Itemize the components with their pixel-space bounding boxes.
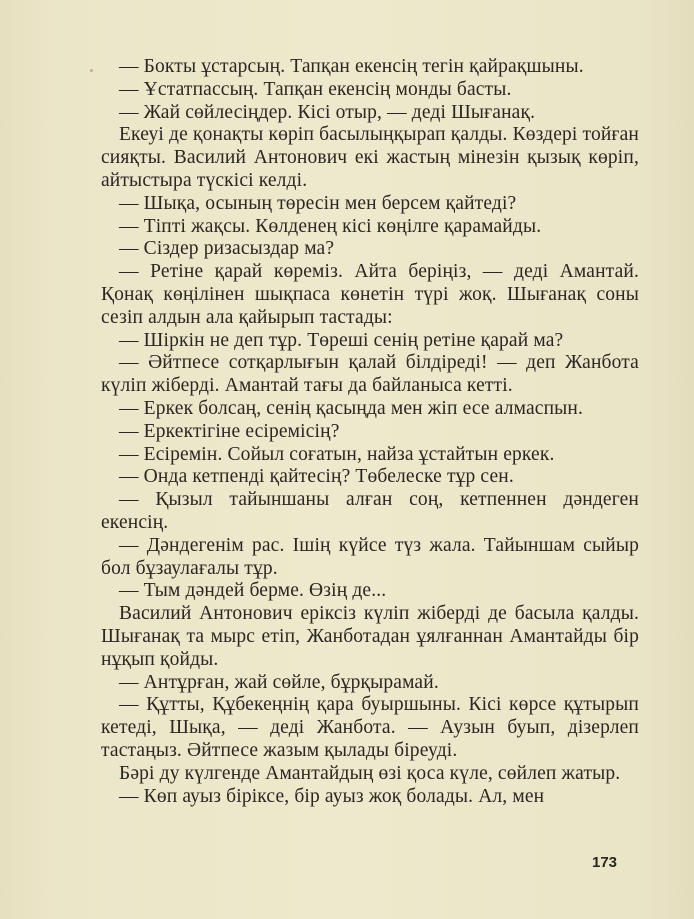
- paragraph: — Дәндегенім рас. Ішің күйсе түз жала. Тайыншам сыйыр бол бұзаулағалы тұр.: [101, 534, 639, 579]
- paragraph: — Тым дәндей берме. Өзің де...: [119, 580, 387, 602]
- body-text: [101, 56, 639, 808]
- paragraph: — Сіздер ризасыздар ма?: [119, 238, 335, 260]
- paragraph: — Ретіне қарай көреміз. Айта беріңіз, — деді Амантай. Қонақ көңілінен шықпаса көнетін түрі жоқ. Шығанақ соны сезіп алдын ала қайырып тастады:: [101, 261, 639, 328]
- paragraph: — Шіркін не деп тұр. Төреші сенің ретіне қарай ма?: [119, 329, 564, 351]
- paragraph: Екеуі де қонақты көріп басылыңқырап қалды. Көздері тойған сияқты. Василий Антонович екі жастың мінезін қызық көріп, айтыстыра түскісі келді.: [101, 124, 639, 191]
- paragraph: — Ұстатпассың. Тапқан екенсің монды басты.: [119, 78, 512, 100]
- paragraph: — Антұрған, жай сөйле, бұрқырамай.: [119, 671, 439, 693]
- paragraph: — Еркектігіне есіремісің?: [119, 420, 340, 442]
- paragraph: Бәрі ду күлгенде Амантайдың өзі қоса күле, сөйлеп жатыр.: [119, 762, 621, 784]
- paragraph: — Құтты, Құбекеңнің қара буыршыны. Кісі көрсе құтырып кетеді, Шықа, — деді Жанбота. — Аузын буып, дізерлеп тастаңыз. Әйтпесе жазым қылады біреуді.: [101, 694, 639, 761]
- paragraph: — Жай сөйлесіңдер. Кісі отыр, — деді Шығанақ.: [119, 101, 536, 123]
- paragraph: — Көп ауыз біріксе, бір ауыз жоқ болады. Ал, мен: [119, 785, 545, 807]
- page-number: 173: [592, 854, 618, 871]
- paper-speck: [90, 69, 93, 72]
- paragraph: Василий Антонович еріксіз күліп жіберді де басыла қалды. Шығанақ та мырс етіп, Жанботадан ұялғаннан Амантайды бір нұқып қойды.: [101, 603, 639, 670]
- paragraph: — Шықа, осының төресін мен берсем қайтеді?: [119, 192, 517, 214]
- paragraph: — Тіпті жақсы. Көлденең кісі көңілге қарамайды.: [119, 215, 542, 237]
- paragraph: — Есіремін. Сойыл соғатын, найза ұстайтын еркек.: [119, 443, 555, 465]
- paragraph: — Әйтпесе сотқарлығын қалай білдіреді! — деп Жанбота күліп жіберді. Амантай тағы да байланыса кетті.: [101, 352, 639, 397]
- paragraph: — Қызыл тайыншаны алған соң, кетпеннен дәндеген екенсің.: [101, 489, 639, 533]
- paragraph: — Онда кетпенді қайтесің? Төбелеске тұр сен.: [119, 466, 514, 488]
- paragraph: — Бокты ұстарсың. Тапқан екенсің тегін қайрақшыны.: [119, 56, 584, 77]
- paragraph: — Еркек болсаң, сенің қасыңда мен жіп есе алмаспын.: [119, 397, 584, 419]
